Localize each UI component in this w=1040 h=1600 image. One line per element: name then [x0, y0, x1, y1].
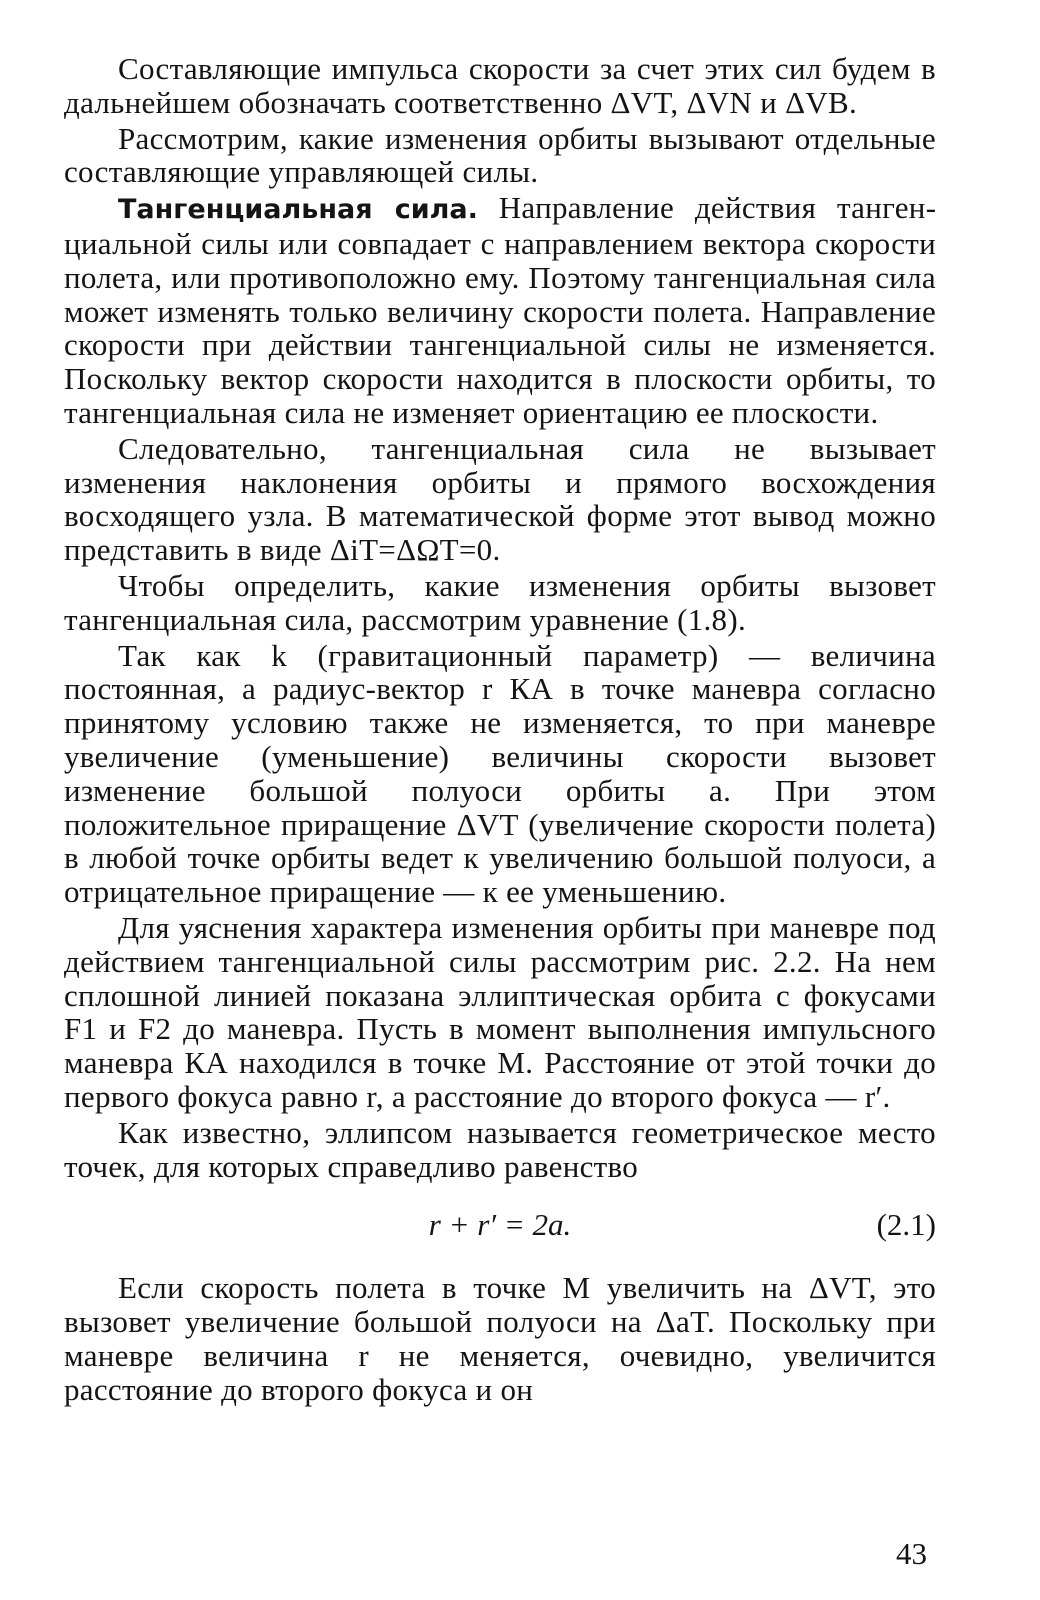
paragraph-3-body: Направление действия тангенциальной силы или совпадает с направлением вектора скорости полета, или противоположно ему. Поэтому тангенциальная сила может изменять только величину скорости полета. Направление скорости при действии тангенциальной силы не изменяется. Поскольку вектор скорости находится в плоскости орбиты, то тангенциальная сила не изменяет ориентацию ее плоскости. [64, 190, 937, 430]
paragraph-8: Как известно, эллипсом называется геометрическое место точек, для которых справедливо равенство [64, 1114, 936, 1184]
page-number: 43 [896, 1536, 927, 1571]
paragraph-3 [64, 191, 936, 430]
paragraph-7: Для уяснения характера изменения орбиты при маневре под действием тангенциальной силы рассмотрим рис. 2.2. На нем сплошной линией показана эллиптическая орбита с фокусами F1 и F2 до маневра. Пусть в момент выполнения импульсного маневра КА находился в точке M. Расстояние от этой точки до первого фокуса равно r, а расстояние до второго фокуса — r′. [64, 909, 936, 1114]
paragraph-3-lead: Тангенциальная сила. [118, 194, 478, 226]
equation-2-1 [64, 1197, 936, 1257]
paragraph-4: Следовательно, тангенциальная сила не вызывает изменения наклонения орбиты и прямого восхождения восходящего узла. В математической форме этот вывод можно представить в виде ΔiT=ΔΩT=0. [64, 430, 936, 568]
paragraph-1: Составляющие импульса скорости за счет этих сил будем в дальнейшем обозначать соответственно ΔVT, ΔVN и ΔVB. [64, 51, 936, 120]
closing-paragraph: Если скорость полета в точке M увеличить на ΔVT, это вызовет увеличение большой полуоси на ΔaT. Поскольку при маневре величина r не меняется, очевидно, увеличится расстояние до второго фокуса и он [64, 1270, 936, 1407]
equation-formula: r + r′ = 2a. [428, 1207, 572, 1243]
paragraph-6: Так как k (гравитационный параметр) — величина постоянная, а радиус-вектор r КА в точке маневра согласно принятому условию также не изменяется, то при маневре увеличение (уменьшение) величины скорости вызовет изменение большой полуоси орбиты a. При этом положительное приращение ΔVT (увеличение скорости полета) в любой точке орбиты ведет к увеличению большой полуоси, а отрицательное приращение — к ее уменьшению. [64, 637, 936, 910]
paragraph-5: Чтобы определить, какие изменения орбиты вызовет тангенциальная сила, рассмотрим уравнение (1.8). [64, 567, 936, 637]
paragraph-2: Рассмотрим, какие изменения орбиты вызывают отдельные составляющие управляющей силы. [64, 120, 936, 190]
equation-number: (2.1) [876, 1207, 936, 1243]
